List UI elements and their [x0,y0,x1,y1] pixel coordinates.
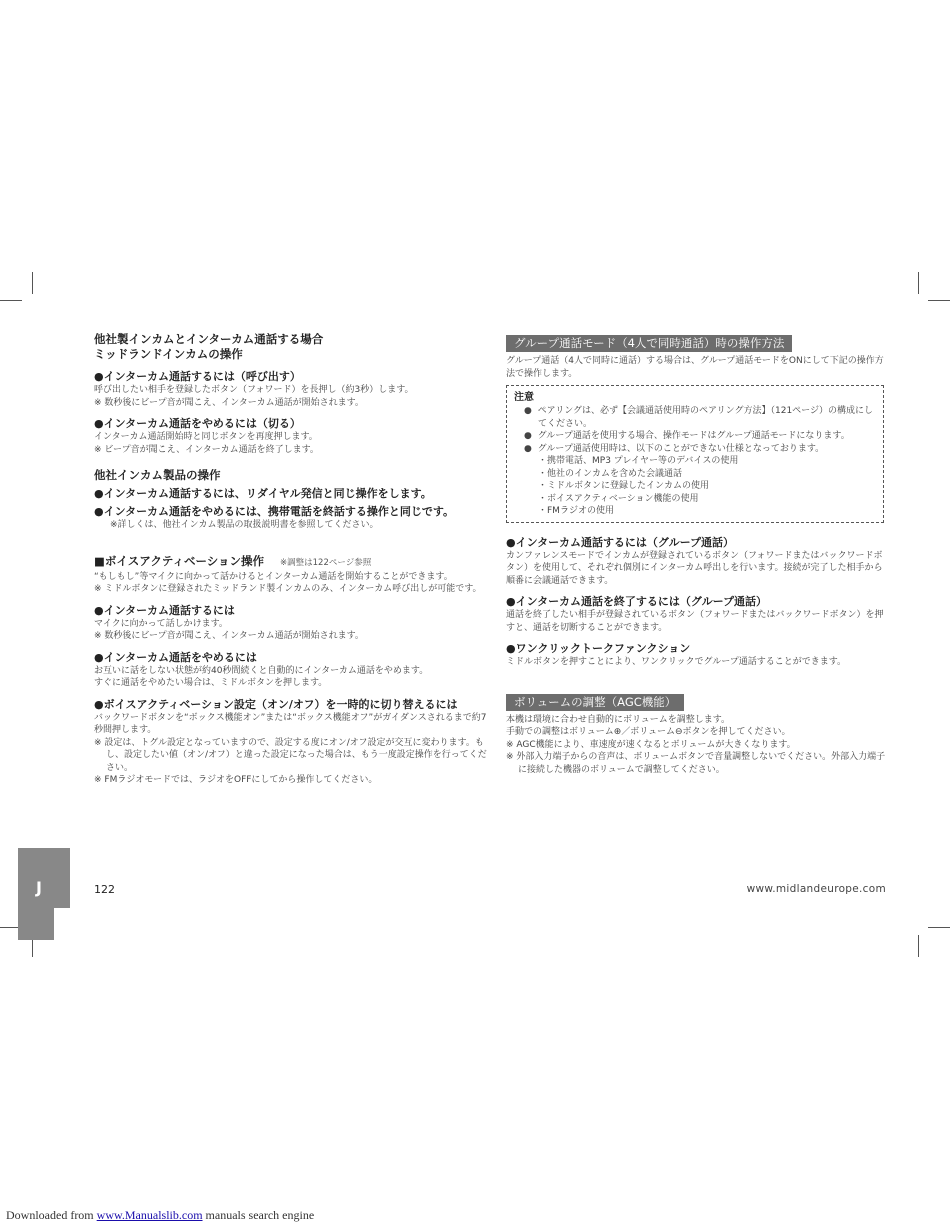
page-number: 122 [94,883,115,896]
va-end-body2: すぐに通話をやめたい場合は、ミドルボタンを押します。 [94,678,328,688]
crop-mark [0,300,22,301]
va-start-body: マイクに向かって話しかけます。 [94,618,228,629]
call-start-note: ※ 数秒後にビープ音が聞こえ、インターカム通話が開始されます。 [94,397,364,408]
language-tab-glyph: J [36,878,42,897]
group-start-body: カンファレンスモードでインカムが登録されているボタン（フォワードまたはバックワードボタン）を使用して、それぞれ個別にインターカム呼出しを行います。接続が完了した相手から順番に会議通話できます。 [506,550,883,586]
group-call-title: グループ通話モード（4人で同時通話）時の操作方法 [506,335,792,352]
va-toggle-note2: ※ FMラジオモードでは、ラジオをOFFにしてから操作してください。 [94,775,378,785]
volume-note1: ※ AGC機能により、車速度が速くなるとボリュームが大きくなります。 [506,739,796,750]
voice-activation-body: “もしもし”等マイクに向かって話かけるとインターカム通話を開始することができます。 [94,571,453,582]
caution-sub-item: ・ボイスアクティベーション機能の使用 [538,493,699,504]
one-click-heading: ●ワンクリックトークファンクション [506,642,691,655]
voice-activation-note: ※ ミドルボタンに登録されたミッドランド製インカムのみ、インターカム呼び出しが可能です。 [94,584,482,594]
voice-activation-title [94,554,489,571]
va-toggle-note1: ※ 設定は、トグル設定となっていますので、設定する度にオン/オフ設定が交互に変わります。もし、設定したい値（オン/オフ）と違った設定になった場合は、もう一度設定操作を行ってください。 [94,737,487,773]
volume-title: ボリュームの調整（AGC機能） [506,694,684,711]
group-start-heading: ●インターカム通話するには（グループ通話） [506,535,735,549]
group-end-heading: ●インターカム通話を終了するには（グループ通話） [506,595,768,608]
volume-body2: 手動での調整はボリューム⊕／ボリューム⊖ボタンを押してください。 [506,727,791,737]
crop-mark [918,272,919,294]
va-start-note: ※ 数秒後にビープ音が聞こえ、インターカム通話が開始されます。 [94,631,364,641]
volume-body1: 本機は環境に合わせ自動的にボリュームを調整します。 [506,714,731,725]
group-end-body: 通話を終了したい相手が登録されているボタン（フォワードまたはバックワードボタン）を押すと、通話を切断することができます。 [506,610,884,633]
right-column [506,332,886,776]
caution-sub-item: ・携帯電話、MP3 プレイヤー等のデバイスの使用 [538,456,739,466]
crop-mark [928,300,950,301]
caution-title: 注意 [514,392,534,403]
crop-mark [928,927,950,928]
va-toggle-heading: ●ボイスアクティベーション設定（オン/オフ）を一時的に切り替えるには [94,697,458,711]
caution-sub-item: ・他社のインカムを含めた会議通話 [538,468,683,479]
call-start-heading: ●インターカム通話するには（呼び出す） [94,370,301,383]
manualslib-link[interactable]: www.Manualslib.com [96,1208,203,1222]
group-call-body: グループ通話（4人で同時に通話）する場合は、グループ通話モードをONにして下記の操作方法で操作します。 [506,356,884,379]
va-toggle-body: バックワードボタンを“ボックス機能オン”または“ボックス機能オフ”がガイダンスされるまで約7秒間押します。 [94,712,487,735]
other-brand-line1: ●インターカム通話するには、リダイヤル発信と同じ操作をします。 [94,487,432,500]
caution-sub-item: ・FMラジオの使用 [538,506,614,516]
caution-item: ● ペアリングは、必ず【会議通話使用時のペアリング方法】（121ページ）の構成にしてください。 [524,406,873,429]
crop-mark [918,935,919,957]
download-footer [6,1208,314,1223]
va-start-heading: ●インターカム通話するには [94,603,235,617]
language-tab-notch [54,908,70,940]
call-end-heading: ●インターカム通話をやめるには（切る） [94,417,301,430]
other-brand-note: ※詳しくは、他社インカム製品の取扱説明書を参照してください。 [110,520,379,530]
volume-note2: ※ 外部入力端子からの音声は、ボリュームボタンで音量調整しないでください。外部入力端子に接続した機器のボリュームで調整してください。 [506,752,886,775]
download-prefix: Downloaded from [6,1208,94,1222]
website-url: www.midlandeurope.com [746,883,886,895]
va-end-body1: お互いに話をしない状態が約40秒間続くと自動的にインターカム通話をやめます。 [94,665,429,676]
other-brand-line2: ●インターカム通話をやめるには、携帯電話を終話する操作と同じです。 [94,505,455,518]
call-end-body: インターカム通話開始時と同じボタンを再度押します。 [94,432,318,442]
caution-box [506,385,884,523]
crop-mark [32,272,33,294]
one-click-body: ミドルボタンを押すことにより、ワンクリックでグループ通話することができます。 [506,657,847,667]
other-brand-title: 他社インカム製品の操作 [94,468,221,482]
call-start-body: 呼び出したい相手を登録したボタン（フォワード）を長押し（約3秒）します。 [94,385,414,395]
left-column [94,332,489,787]
va-end-heading: ●インターカム通話をやめるには [94,650,257,664]
download-suffix: manuals search engine [205,1208,315,1222]
section-subtitle: ミッドランドインカムの操作 [94,347,243,361]
voice-activation-ref: ※調整は122ページ参照 [280,557,372,568]
call-end-note: ※ ビープ音が聞こえ、インターカム通話を終了します。 [94,444,319,455]
section-title: 他社製インカムとインターカム通話する場合 [94,332,324,346]
voice-activation-title-text: ■ボイスアクティベーション操作 [94,553,265,568]
caution-item: ● グループ通話使用時は、以下のことができない仕様となっております。 [524,443,825,454]
caution-item: ● グループ通話を使用する場合、操作モードはグループ通話モードになります。 [524,431,850,441]
caution-sub-item: ・ミドルボタンに登録したインカムの使用 [538,481,710,491]
